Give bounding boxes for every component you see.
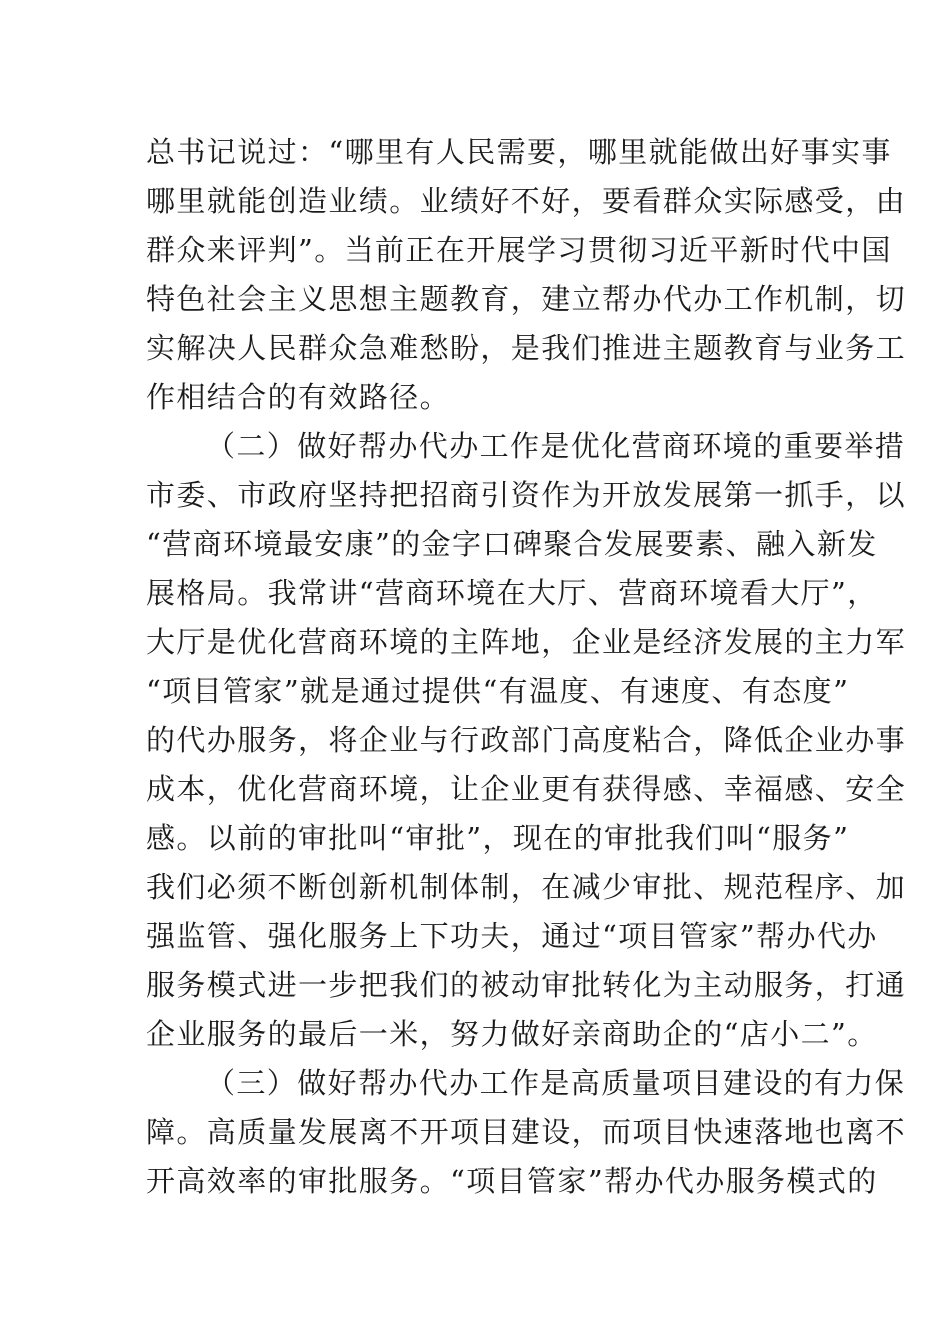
text-line: 感。以前的审批叫“审批”，现在的审批我们叫“服务” [146,821,850,855]
text-line: 强监管、强化服务上下功夫，通过“项目管家”帮办代办 [146,919,878,953]
text-line: 服务模式进一步把我们的被动审批转化为主动服务，打通 [146,968,907,1002]
text-line: 作相结合的有效路径。 [146,380,451,414]
text-line: 实解决人民群众急难愁盼，是我们推进主题教育与业务工 [146,331,907,365]
section-heading: （二）做好帮办代办工作是优化营商环境的重要举措 [206,429,906,463]
text-line: 特色社会主义思想主题教育，建立帮办代办工作机制，切 [146,282,907,316]
text-line: “营商环境最安康”的金字口碑聚合发展要素、融入新发 [146,527,878,561]
text-line: 展格局。我常讲“营商环境在大厅、营商环境看大厅”， [146,576,878,610]
text-line: 障。高质量发展离不开项目建设，而项目快速落地也离不 [146,1115,907,1149]
text-line: “项目管家”就是通过提供“有温度、有速度、有态度” [146,674,850,708]
text-line: 市委、市政府坚持把招商引资作为开放发展第一抓手，以 [146,478,907,512]
text-line: 的代办服务，将企业与行政部门高度粘合，降低企业办事 [146,723,907,757]
text-line: 群众来评判”。当前正在开展学习贯彻习近平新时代中国 [146,233,892,267]
text-line: 企业服务的最后一米，努力做好亲商助企的“店小二”。 [146,1017,878,1051]
text-line: 大厅是优化营商环境的主阵地，企业是经济发展的主力军 [146,625,907,659]
text-line: 哪里就能创造业绩。业绩好不好，要看群众实际感受，由 [146,184,907,218]
text-line: 我们必须不断创新机制体制，在减少审批、规范程序、加 [146,870,907,904]
text-line: 开高效率的审批服务。“项目管家”帮办代办服务模式的 [146,1164,878,1198]
text-line: 总书记说过：“哪里有人民需要，哪里就能做出好事实事 [146,135,892,169]
text-line: 成本，优化营商环境，让企业更有获得感、幸福感、安全 [146,772,907,806]
section-heading: （三）做好帮办代办工作是高质量项目建设的有力保 [206,1066,906,1100]
